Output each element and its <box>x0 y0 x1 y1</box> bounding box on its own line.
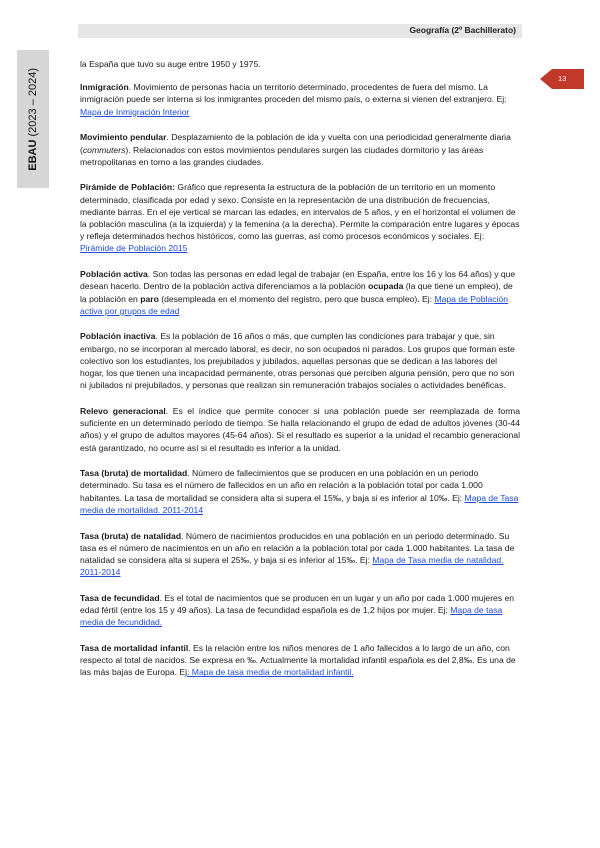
entry-mortalidad-infantil <box>80 642 520 679</box>
glossary-content <box>80 58 520 692</box>
header-title: Geografía (2º Bachillerato) <box>409 25 516 35</box>
term: Tasa (bruta) de mortalidad <box>80 468 188 479</box>
side-label-bold: EBAU <box>27 139 39 171</box>
definition-cont: ). Relacionados con estos movimientos pendulares surgen las ciudades dormitorio y las áreas metropolitanas en torno a las grandes ciudades. <box>80 144 484 167</box>
term: Movimiento pendular <box>80 132 167 143</box>
page-number-badge <box>540 69 584 89</box>
bold-word: paro <box>140 293 159 304</box>
entry-poblacion-activa <box>80 268 520 317</box>
bold-word: ocupada <box>368 281 404 292</box>
term: Tasa de fecundidad <box>80 592 160 603</box>
term: Población inactiva <box>80 331 156 342</box>
entry-fecundidad <box>80 592 520 629</box>
entry-mortalidad <box>80 467 520 516</box>
definition: . Es el total de nacimientos que se producen en un lugar y un año por cada 1.000 mujeres en edad fértil (entre los 15 y 49 años). La tasa de fecundidad española es de 1,2 hijos por mujer. Ej: <box>80 592 515 616</box>
example-link[interactable]: Pirámide de Población 2015 <box>80 243 188 254</box>
entry-relevo <box>80 405 520 454</box>
term: Tasa (bruta) de natalidad <box>80 530 182 541</box>
definition: . Es la población de 16 años o más, que cumplen las condiciones para trabajar y que, sin embargo, no se incorporan al mercado laboral, es decir, no son ocupados ni parados. Los grupos que forman este colectivo son los estudiantes, los prejubilados y jubilados, aquellas personas que se dedican a las labores del hogar, los que tienen una incapacidad permanente, otras personas que perciben alguna pensión, pero que no son ni jubilados ni prejubilados, y personas que realizan sin remuneración trabajos sociales o actividades benéficas. <box>80 331 515 391</box>
page-number: 13 <box>558 74 567 83</box>
term: Tasa de mortalidad infantil <box>80 643 189 654</box>
example-link[interactable]: Mapa de Tasa media de natalidad. 2011-2014 <box>80 555 504 578</box>
entry-movimiento-pendular <box>80 131 520 168</box>
intro-line <box>80 58 520 70</box>
example-link[interactable]: Mapa de tasa media de fecundidad. <box>80 605 503 628</box>
term: Inmigración <box>80 82 129 93</box>
entry-piramide <box>80 181 520 254</box>
definition-cont: (desempleada en el momento del registro, pero que busca empleo). Ej: <box>158 293 435 304</box>
definition: . Desplazamiento de la población de ida y vuelta con una periodicidad generalmente diaria ( <box>80 132 511 155</box>
entry-natalidad <box>80 530 520 579</box>
header-bar <box>78 24 522 38</box>
side-label-years: (2023 – 2024) <box>27 67 39 140</box>
definition: . Es la relación entre los niños menores de 1 año fallecidos a lo largo de un año, con respecto al total de nacidos. Se expresa en ‰. Actualmente la mortalidad infantil española es del 2,8‰. Es una de las más bajas de Europa. Ej <box>80 643 516 678</box>
definition: . Movimiento de personas hacia un territorio determinado, procedentes de fuera del mismo. La inmigración puede ser interna si los inmigrantes proceden del mismo país, o externa si vienen del extranjero. Ej: <box>80 82 507 105</box>
example-link[interactable]: Mapa de Inmigración Interior <box>80 106 190 117</box>
example-link[interactable]: Mapa de Población activa por grupos de edad <box>80 293 509 316</box>
entry-poblacion-inactiva <box>80 330 520 391</box>
entry-inmigracion <box>80 81 520 118</box>
definition: . Número de nacimientos producidos en una población en un periodo determinado. Su tasa es el número de nacimientos en un año en relación a la población total por cada 1.000 habitantes. La tasa de natalidad se considera alta si supera el 25‰, y baja si es inferior al 15‰. Ej: <box>80 530 515 565</box>
definition-cont: (la que tiene un empleo), de la población en <box>80 281 513 304</box>
italic-term: commuters <box>82 144 126 155</box>
term: Pirámide de Población: <box>80 182 176 193</box>
example-link[interactable]: Mapa de Tasa media de mortalidad. 2011-2014 <box>80 492 519 515</box>
term: Relevo generacional <box>80 405 166 416</box>
side-label <box>17 50 49 188</box>
term: Población activa <box>80 269 148 280</box>
example-link[interactable]: : Mapa de tasa media de mortalidad infantil. <box>187 667 354 678</box>
intro-text: la España que tuvo su auge entre 1950 y 1975. <box>80 59 261 69</box>
definition: . Son todas las personas en edad legal de trabajar (en España, entre los 16 y los 64 años) y que desean hacerlo. Dentro de la población activa diferenciamos a la población <box>80 269 516 292</box>
definition: . Número de fallecimientos que se producen en una población en un periodo determinado. Su tasa es el número de fallecidos en un año en relación a la población total por cada 1.000 habitantes. La tasa de mortalidad se considera alta si supera el 15‰, y baja si es inferior al 10‰. Ej: <box>80 468 483 503</box>
definition: . Es el índice que permite conocer si una población puede ser reemplazada de forma suficiente en un determinado período de tiempo. Se halla relacionando el grupo de edad de adultos jóvenes (30-44 años) y el grupo de adultos mayores (45-64 años). Si el resultado es superior a la unidad el recambio generacional está garantizado, no ocurre así si el resultado es inferior a la unidad. <box>80 405 520 453</box>
definition: Gráfico que representa la estructura de la población de un territorio en un momento determinado, clasificada por edad y sexo. Consiste en la representación de una distribución de frecuencias, mediante barras. En el eje vertical se marcan las edades, en intervalos de 5 años, y en el horizontal el volumen de la población masculina (a la izquierda) y la femenina (a la derecha). Permite la comparación entre lugares y épocas y refleja determinados hechos históricos, como las guerras, así como procesos económicos y sociales. Ej: <box>80 182 520 242</box>
